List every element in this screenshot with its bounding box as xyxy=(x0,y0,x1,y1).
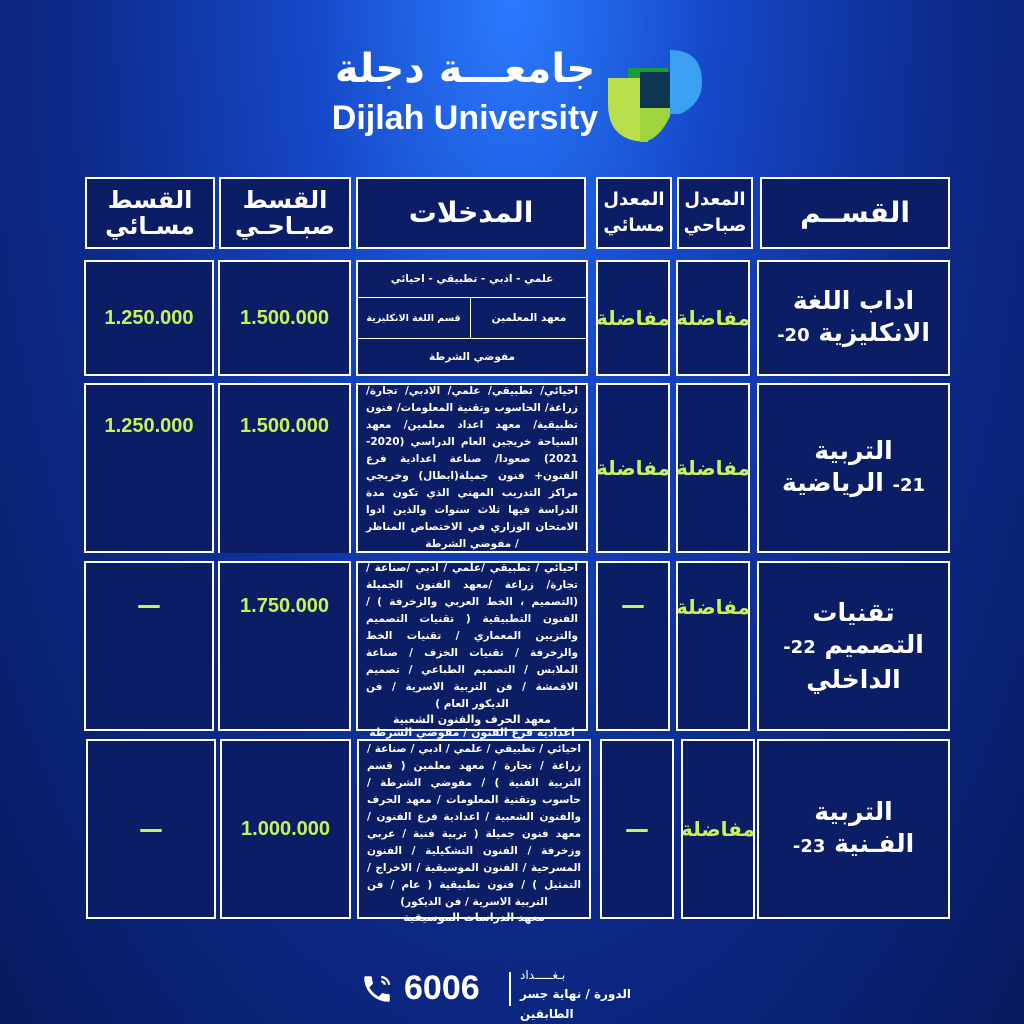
footer xyxy=(0,966,1024,1021)
dept-name: الانكليزية xyxy=(818,317,930,347)
dept-number: 21- xyxy=(892,474,926,496)
inputs-text: احيائي / تطبيقي / علمي / ادبي / صناعة / زراعة / تجارة / معهد معلمين ( قسم التربية الفنية ) / مفوضي الشرطة / حاسوب وتقنية المعلومات / معهد الحرف والفنون الشعبية / اعدادية فرع الفنون / معهد فنون جميلة ( تربية فنية / عربي وزخرفة / الفنون التشكيلية / الفنون المسرحية / الفنون الموسيقية / الاخراج / التمثيل ) / فنون تطبيقية ( عام / فن التربية الاسرية / فن الديكور) xyxy=(367,742,581,908)
dept-line: التربية xyxy=(814,796,893,826)
fee-evening-22: — xyxy=(84,561,214,731)
dept-cell-20 xyxy=(757,260,950,376)
fee-evening-23: — xyxy=(86,739,216,919)
dept-name: الفـنية xyxy=(834,828,915,858)
inputs-text: احيائي/ تطبيقي/ علمي/ الادبي/ تجارة/ زراعة/ الحاسوب وتقنية المعلومات/ فنون تطبيقية/ معهد اعداد معلمين/ معهد السياحة خريجين العام الدراسي (2020-2021) صعودا/ صناعة اعدادية فرع الفنون+ فنون جميلة(ابطال) وخريجي مراكز التدريب المهني الذي تكون مدة الدراسة فيها ثلاث سنوات والذين ادوا الامتحان الوزاري في الاختصاص المناظر / مفوضي الشرطة xyxy=(366,385,578,550)
inputs-cell-20 xyxy=(356,260,588,376)
inputs-cell-21 xyxy=(356,383,588,553)
dept-number: 22- xyxy=(783,636,816,658)
dept-line: اداب اللغة xyxy=(792,285,915,315)
header-rate-morning: المعدل صباحي xyxy=(677,177,753,249)
header-fee-morning: القسط صبـاحـي xyxy=(219,177,351,249)
inputs-top: علمي - ادبي - تطبيقي - احيائي xyxy=(356,260,588,298)
rate-evening-23: — xyxy=(600,739,674,919)
rate-evening-21: مفاضلة xyxy=(596,383,670,553)
rate-evening-22: — xyxy=(596,561,670,731)
rate-morning-22: مفاضلة xyxy=(676,561,750,731)
header-rate-evening: المعدل مسائي xyxy=(596,177,672,249)
inputs-cell-22 xyxy=(356,561,588,739)
dept-number: 23- xyxy=(792,835,826,857)
dept-line: التربية xyxy=(814,435,893,465)
fee-morning-23: 1.000.000 xyxy=(220,739,351,919)
dept-line xyxy=(777,317,930,352)
footer-address: الدورة / نهاية جسر الطابقين xyxy=(520,987,631,1021)
phone-icon-svg xyxy=(360,972,394,1006)
inputs-bottom: مفوضي الشرطة xyxy=(356,338,588,376)
footer-divider xyxy=(509,972,511,1006)
university-name-english: Dijlah University xyxy=(331,99,599,137)
fee-morning-21: 1.500.000 xyxy=(218,383,351,553)
dept-line: تقنيات xyxy=(812,597,895,627)
inputs-mid-left: قسم اللغة الانكليزية xyxy=(356,297,471,339)
fee-morning-20: 1.500.000 xyxy=(218,260,351,376)
university-logo xyxy=(330,40,710,150)
fee-evening-20: 1.250.000 xyxy=(84,260,214,376)
rate-morning-23: مفاضلة xyxy=(681,739,755,919)
inputs-text: احيائي / تطبيقي /علمي / ادبي /صناعة / تجارة/ زراعة /معهد الفنون الجميلة (التصميم ، الخط العربي والزخرفة ) / الفنون التطبيقية ( تقنيات التصميم والتزيين المعماري / تقنيات الخط والزخرفة / تقنيات الخزف / صناعة الملابس / التصميم الطباعي / تصميم الاقمشة / فن التربية الاسرية / فن الديكور العام ) xyxy=(366,561,578,710)
university-name-arabic: جامعـــة دجلة xyxy=(334,46,596,92)
inputs-line: معهد الدراسات الموسيقية xyxy=(403,910,545,924)
dept-name: التصميم xyxy=(824,629,924,659)
inputs-line: معهد الحرف والفنون الشعبية xyxy=(393,712,551,726)
university-logo-icon xyxy=(606,42,706,146)
header-fee-evening: القسط مسـائي xyxy=(85,177,215,249)
rate-morning-21: مفاضلة xyxy=(676,383,750,553)
header-inputs: المدخلات xyxy=(356,177,586,249)
dept-cell-21 xyxy=(757,383,950,553)
inputs-line: اعدادية فرع الفنون / مفوضي الشرطة xyxy=(369,725,575,739)
dept-number: 20- xyxy=(777,324,810,346)
rate-evening-20: مفاضلة xyxy=(596,260,670,376)
fee-evening-21: 1.250.000 xyxy=(84,383,214,553)
header-dept: القســم xyxy=(760,177,950,249)
dept-line: الداخلي xyxy=(806,664,901,694)
footer-city: بـغـــــداد xyxy=(520,968,566,982)
dept-line xyxy=(782,467,925,502)
dept-line xyxy=(793,828,914,863)
inputs-cell-23 xyxy=(357,739,591,924)
hotline-number[interactable]: 6006 xyxy=(404,969,480,1007)
dept-cell-23 xyxy=(757,739,950,919)
dept-name: الرياضية xyxy=(781,467,884,497)
fee-morning-22: 1.750.000 xyxy=(218,561,351,731)
rate-morning-20: مفاضلة xyxy=(676,260,750,376)
dept-line xyxy=(783,629,924,664)
inputs-mid-right: معهد المعلمين xyxy=(470,297,588,339)
dept-cell-22 xyxy=(757,561,950,731)
phone-icon xyxy=(360,972,394,1013)
